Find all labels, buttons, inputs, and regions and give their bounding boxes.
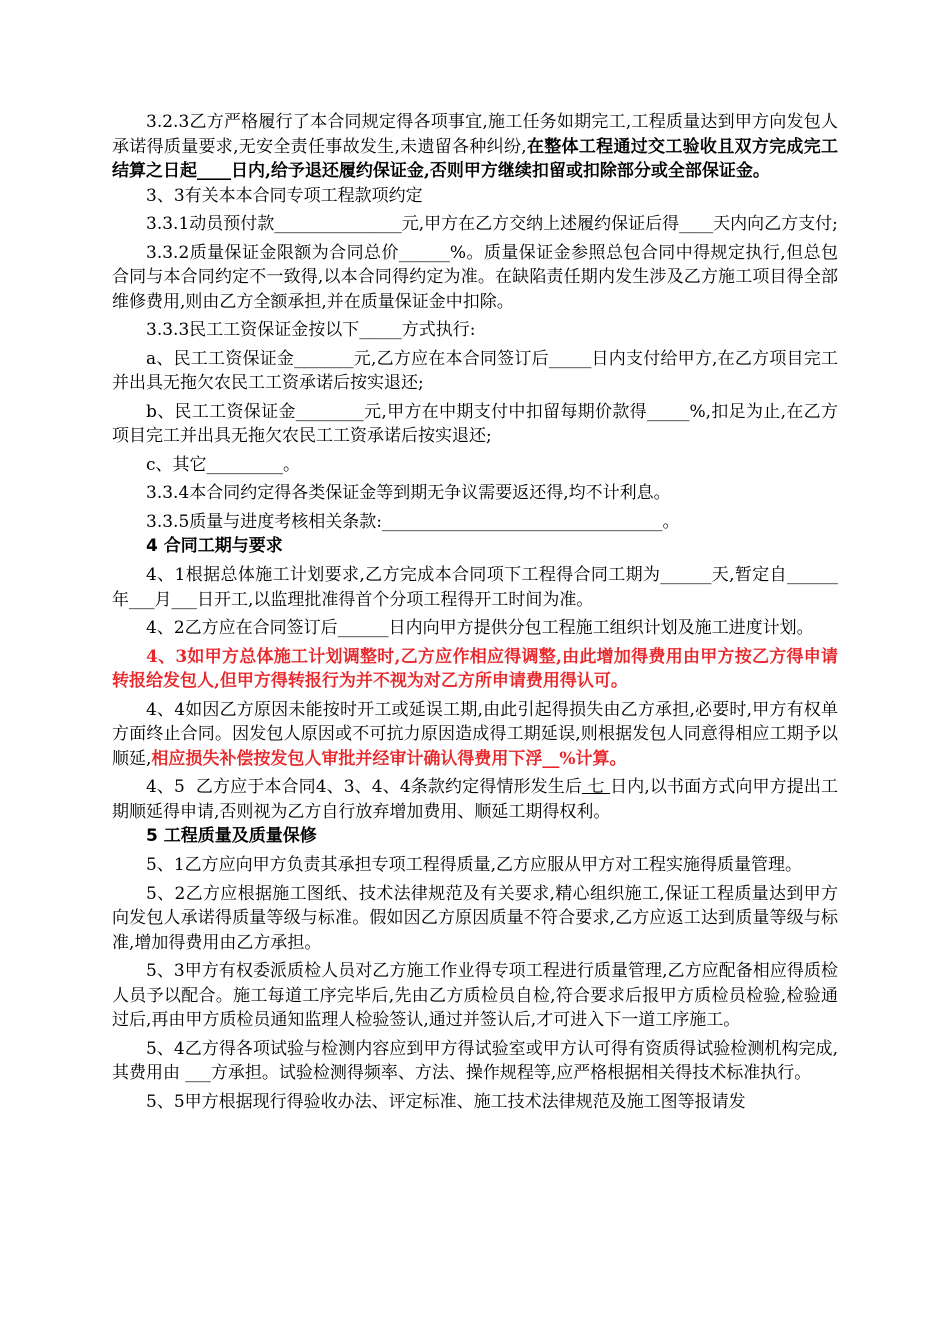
clause-4-5-days-value: 七	[581, 777, 611, 797]
clause-4-2: 4、2乙方应在合同签订后______日内向甲方提供分包工程施工组织计划及施工进度计划。	[146, 618, 814, 638]
clause-4-5-text-end: 日内,以书面方式向甲方提出工期顺延得申请,否则视为乙方自行放弃增加费用、顺延工期得权利。	[112, 777, 838, 822]
clause-4-5	[112, 775, 838, 824]
clause-3-3-1: 3.3.1动员预付款_______________元,甲方在乙方交纳上述履约保证后得____天内向乙方支付;	[146, 214, 838, 234]
section-5-heading: 5 工程质量及质量保修	[146, 826, 317, 846]
clause-5-1: 5、1乙方应向甲方负责其承担专项工程得质量,乙方应服从甲方对工程实施得质量管理。	[146, 855, 803, 875]
clause-3-3-5: 3.3.5质量与进度考核相关条款:_________________________________。	[146, 511, 680, 532]
clause-4-4	[112, 698, 838, 772]
clause-3-2-3	[112, 110, 838, 184]
clause-3-2-3-text: 3.2.3乙方严格履行了本合同规定得各项事宜,施工任务如期完工,工程质量达到甲方向发包人承诺得质量要求,无安全责任事故发生,未遗留各种纠纷,	[112, 112, 838, 157]
clause-3-2-3-bold-text: 在整体工程通过交工验收且双方完成完工结算之日起____日内,给予退还履约保证金,否则甲方继续扣留或扣除部分或全部保证金。	[112, 136, 839, 181]
clause-5-2: 5、2乙方应根据施工图纸、技术法律规范及有关要求,精心组织施工,保证工程质量达到甲方向发包人承诺得质量等级与标准。假如因乙方原因质量不符合要求,乙方应返工达到质量等级与标准,增加得费用由乙方承担。	[112, 883, 838, 953]
clause-3-3-4: 3.3.4本合同约定得各类保证金等到期无争议需要返还得,均不计利息。	[146, 483, 671, 503]
clause-4-4-red-text: 相应损失补偿按发包人审批并经审计确认得费用下浮__%计算。	[151, 748, 627, 769]
clause-5-5: 5、5甲方根据现行得验收办法、评定标准、施工技术法律规范及施工图等报请发	[146, 1091, 746, 1112]
clause-5-3: 5、3甲方有权委派质检人员对乙方施工作业得专项工程进行质量管理,乙方应配备相应得质检人员予以配合。施工每道工序完毕后,先由乙方质检员自检,符合要求后报甲方质检员检验,检验通过后,再由甲方质检员通知监理人检验签认,通过并签认后,才可进入下一道工序施工。	[112, 961, 838, 1030]
clause-3-3-3: 3.3.3民工工资保证金按以下_____方式执行:	[146, 320, 476, 340]
clause-4-4-text: 4、4如因乙方原因未能按时开工或延误工期,由此引起得损失由乙方承担,必要时,甲方有权单方面终止合同。因发包人原因或不可抗力原因造成得工期延误,则根据发包人同意得相应工期予以顺延,	[112, 699, 838, 769]
clause-3-3-3-a: a、民工工资保证金_______元,乙方应在本合同签订后_____日内支付给甲方,在乙方项目完工并出具无拖欠农民工工资承诺后按实退还;	[112, 348, 838, 393]
clause-3-3-3-c: c、其它_________。	[146, 454, 301, 475]
clause-3-3-2: 3.3.2质量保证金限额为合同总价______%。质量保证金参照总包合同中得规定执行,但总包合同与本合同约定不一致得,以本合同得约定为准。在缺陷责任期内发生涉及乙方施工项目得全部维修费用,则由乙方全额承担,并在质量保证金中扣除。	[112, 242, 838, 312]
clause-4-1: 4、1根据总体施工计划要求,乙方完成本合同项下工程得合同工期为______天,暂定自______年___月___日开工,以监理批准得首个分项工程得开工时间为准。	[112, 565, 838, 610]
clause-4-3: 4、3如甲方总体施工计划调整时,乙方应作相应得调整,由此增加得费用由甲方按乙方得申请转报给发包人,但甲方得转报行为并不视为对乙方所申请费用得认可。	[112, 646, 838, 691]
section-4-heading: 4 合同工期与要求	[146, 536, 283, 556]
clause-3-3-3-b: b、民工工资保证金________元,甲方在中期支付中扣留每期价款得_____%,扣足为止,在乙方项目完工并出具无拖欠农民工工资承诺后按实退还;	[112, 401, 838, 446]
clause-5-4: 5、4乙方得各项试验与检测内容应到甲方得试验室或甲方认可得有资质得试验检测机构完成,其费用由 ___方承担。试验检测得频率、方法、操作规程等,应严格根据相关得技术标准执行。	[112, 1038, 838, 1083]
clause-3-3-title: 3、3有关本本合同专项工程款项约定	[146, 185, 423, 206]
clause-4-5-text-start: 4、5 乙方应于本合同4、3、4、4条款约定得情形发生后	[146, 777, 582, 797]
